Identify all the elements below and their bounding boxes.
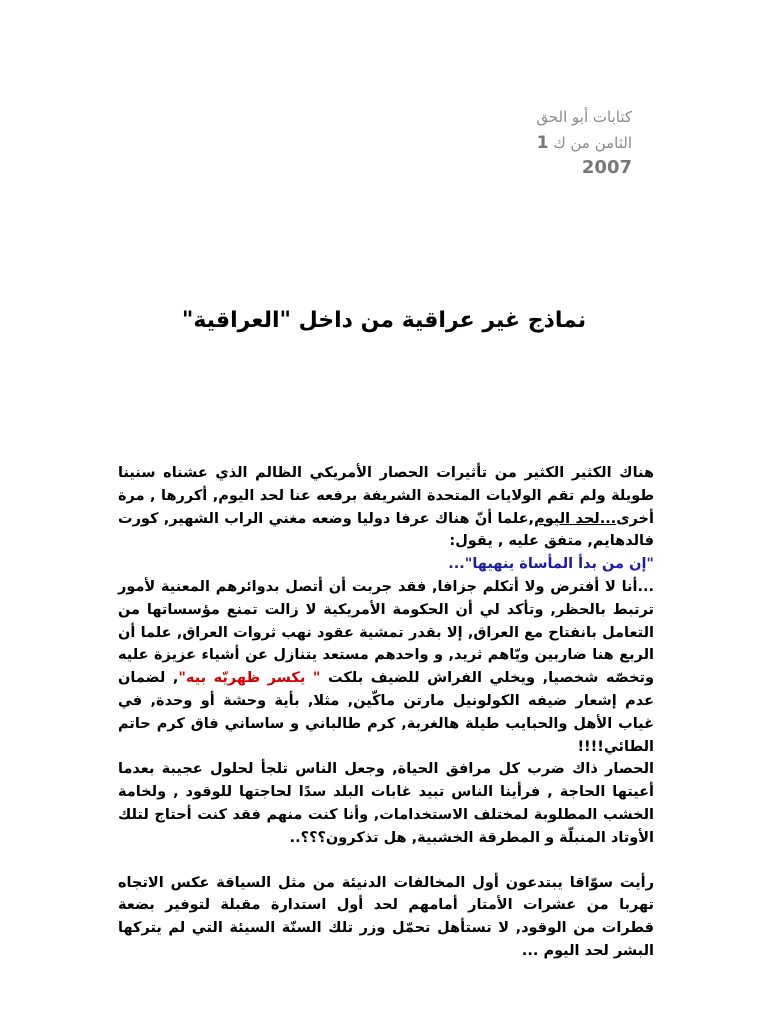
- blue-quote: "إن من بدأ المأساة ينهيها"...: [448, 556, 654, 573]
- underlined-phrase: ...لحد اليوم: [534, 510, 617, 527]
- paragraph-1-continued: [118, 576, 654, 758]
- paragraph-1-text-a: هناك الكثير الكثير من تأثيرات الحصار الأمريكي الظالم الذي عشناه سنينا طويلة ولم تقم الولايات المتحدة الشريفة برفعه عنا لحد اليوم, أكررها , مرة أخرى: [118, 465, 654, 527]
- date-prefix: الثامن من ك: [553, 134, 632, 152]
- paragraph-1-text-c: ,علما أنّ هناك عرفا دوليا وضعه مغني الراب الشهير, كورت فالدهايم, متفق عليه , يقول:: [118, 510, 654, 550]
- date-number: 1: [536, 133, 549, 153]
- article-title: نماذج غير عراقية من داخل "العراقية": [181, 308, 587, 333]
- article-body: [118, 462, 654, 963]
- paragraph-1-final: الحصار ذاك ضرب كل مرافق الحياة, وجعل الناس تلجأ لحلول عجيبة بعدما أعيتها الحاجة , فرأينا الناس تبيد غابات البلد سدًا لحاجتها للوقود , ولخامة الخشب المطلوبة لمختلف الاستخدامات, وأنا كنت منهم فقد كنت أحتاج لتلك الأوتاد المنبلّة و المطرقة الخشبية, هل تذكرون؟؟؟..: [118, 761, 654, 846]
- quote-line: [118, 553, 654, 576]
- paragraph-2: رأيت سوّاقا يبتدعون أول المخالفات الدنيئة من مثل السياقة عكس الاتجاه تهربا من عشرات الأمتار أمامهم لحد أول استدارة مقبلة لتوفير بضعة قطرات من الوقود, لا تستأهل تحمّل وزر تلك السنّة السيئة التي لم يتركها البشر لحد اليوم ...: [118, 874, 654, 959]
- paragraph-1-text-e: , لضمان عدم إشعار ضيفه الكولونيل مارتن ماكّين, مثلا, بأية وحشة أو وحدة, في غياب الأهل والحبايب طيلة هالغربة, كرم طالباني و ساساني فاق كرم حاتم الطائي!!!!: [118, 670, 654, 755]
- author-line: كتابات أبو الحق: [536, 108, 632, 126]
- paragraph-1-text-d: ...أنا لا أفترض ولا أتكلم جزافا, فقد جربت أن أتصل بدوائرهم المعنية لأمور ترتبط بالحظر, وتأكد لي أن الحكومة الأمريكية لا زالت تمنع مؤسساتها من التعامل بانفتاح مع العراق, إلا بقدر تمشية عقود نهب ثروات العراق, علما أن الربع هنا ضاربين ويّاهم ثريد, و واحدهم مستعد يتنازل عن أشياء عزيزة عليه وتخصّه شخصيا, ويخلي الفراش للضيف بلكت: [118, 578, 654, 687]
- document-header: [432, 104, 632, 180]
- red-quote: " يكسر ظهريّه بيه": [178, 670, 328, 687]
- paragraph-gap: [118, 850, 654, 872]
- paragraph-1: [118, 462, 654, 553]
- date-line: [432, 130, 632, 156]
- year-line: 2007: [581, 157, 632, 178]
